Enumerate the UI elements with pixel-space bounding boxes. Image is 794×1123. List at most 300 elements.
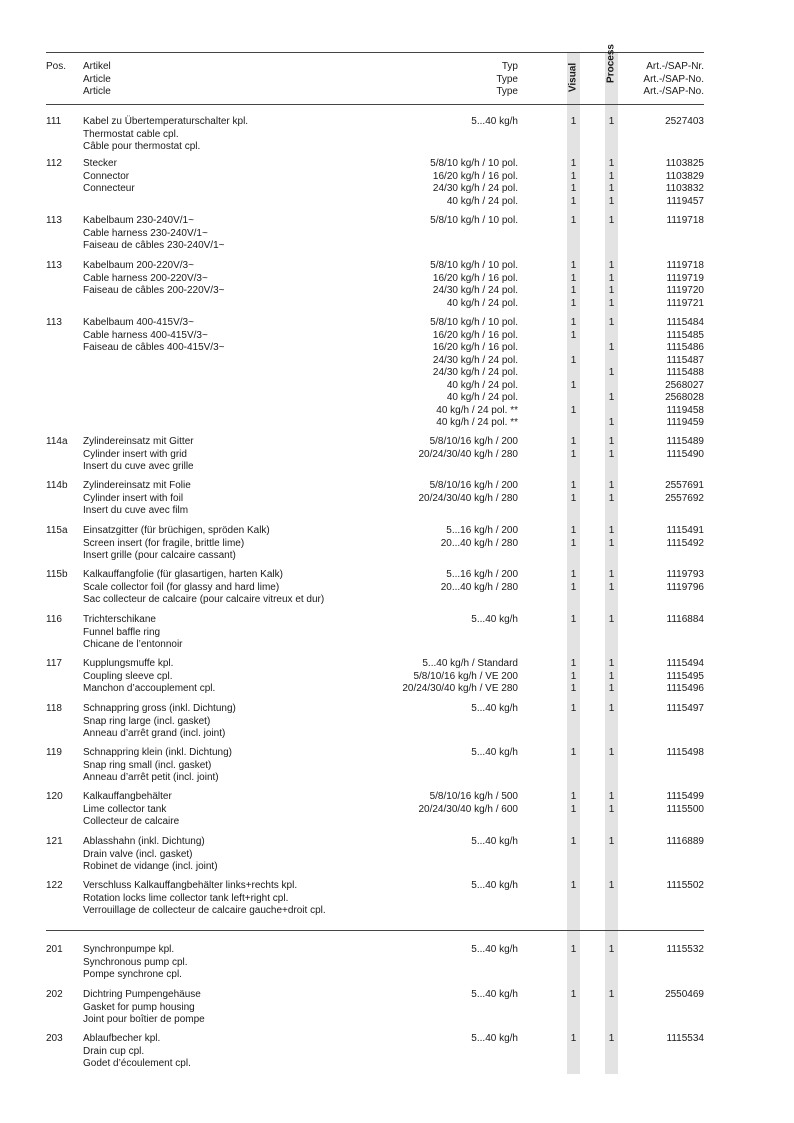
visual-qty: 1 xyxy=(570,581,577,593)
article-name: Kabelbaum 200-220V/3~ xyxy=(83,260,194,271)
article-number: 1115532 xyxy=(666,944,704,955)
article-number: 1115488 xyxy=(666,367,704,378)
article-name: Stecker xyxy=(83,158,117,169)
type-column xyxy=(402,658,518,696)
type-value: 5/8/10 kg/h / 10 pol. xyxy=(430,215,518,226)
type-value: 5...40 kg/h xyxy=(471,989,518,1000)
header-type-de: Typ xyxy=(501,61,518,72)
type-value: 20/24/30/40 kg/h / 280 xyxy=(418,448,518,460)
visual-qty: 1 xyxy=(570,170,577,182)
type-column xyxy=(471,989,518,1002)
article-number: 1119793 xyxy=(666,569,704,580)
process-column xyxy=(605,569,618,594)
article-name: Godet d’écoulement cpl. xyxy=(83,1058,191,1069)
type-value: 20/24/30/40 kg/h / 280 xyxy=(418,492,518,504)
process-column xyxy=(605,658,618,696)
process-column xyxy=(605,525,618,550)
article-number: 1103825 xyxy=(665,158,704,169)
article-number-column xyxy=(667,436,704,461)
visual-qty xyxy=(567,417,580,430)
process-qty: 1 xyxy=(608,116,615,127)
header-type-fr: Type xyxy=(496,86,518,97)
type-value: 5...40 kg/h xyxy=(471,614,518,625)
position-number: 113 xyxy=(46,215,62,226)
process-qty: 1 xyxy=(608,285,615,296)
article-name: Collecteur de calcaire xyxy=(83,816,180,827)
visual-qty: 1 xyxy=(570,614,577,625)
article-names xyxy=(83,614,183,652)
process-qty: 1 xyxy=(608,537,615,549)
article-number-column xyxy=(667,569,704,594)
visual-column xyxy=(567,1033,580,1046)
header-artno-fr: Art.-/SAP-No. xyxy=(643,86,704,97)
position-number: 114a xyxy=(46,436,68,447)
visual-qty: 1 xyxy=(570,670,577,682)
article-name: Chicane de l’entonnoir xyxy=(83,639,183,650)
article-names xyxy=(83,158,135,196)
process-qty: 1 xyxy=(608,703,615,714)
type-value: 24/30 kg/h / 24 pol. xyxy=(432,354,518,366)
type-value: 5/8/10 kg/h / 10 pol. xyxy=(430,260,518,271)
process-qty: 1 xyxy=(608,989,615,1000)
visual-qty: 1 xyxy=(570,569,577,580)
article-number: 1115492 xyxy=(666,537,704,549)
type-column xyxy=(441,569,518,594)
article-number: 1115487 xyxy=(666,354,704,366)
position-number: 112 xyxy=(46,158,62,169)
type-value: 5/8/10 kg/h / 10 pol. xyxy=(430,158,518,169)
process-qty xyxy=(605,330,618,343)
article-name: Synchronpumpe kpl. xyxy=(83,944,175,955)
article-name: Dichtring Pumpengehäuse xyxy=(83,989,201,1000)
article-name: Gasket for pump housing xyxy=(83,1001,195,1013)
type-value: 40 kg/h / 24 pol. ** xyxy=(436,417,518,428)
article-name: Zylindereinsatz mit Gitter xyxy=(83,436,194,447)
visual-qty: 1 xyxy=(570,317,577,328)
article-number: 1116884 xyxy=(666,614,704,625)
type-column xyxy=(471,880,518,893)
type-value: 5...40 kg/h xyxy=(471,747,518,758)
type-value: 5/8/10 kg/h / 10 pol. xyxy=(430,317,518,328)
visual-column xyxy=(567,747,580,760)
type-column xyxy=(471,747,518,760)
visual-qty: 1 xyxy=(570,836,577,847)
article-number: 1115498 xyxy=(666,747,704,758)
article-number: 1115490 xyxy=(666,448,704,460)
article-number: 2527403 xyxy=(665,116,704,127)
process-column xyxy=(605,116,618,129)
visual-qty: 1 xyxy=(570,989,577,1000)
visual-column xyxy=(567,215,580,228)
article-name: Funnel baffle ring xyxy=(83,626,161,638)
article-number: 1119718 xyxy=(666,260,704,271)
article-number-column xyxy=(667,880,704,893)
type-value: 40 kg/h / 24 pol. xyxy=(446,379,518,391)
process-qty: 1 xyxy=(608,448,615,460)
article-names xyxy=(83,791,179,829)
article-name: Scale collector foil (for glassy and hard lime) xyxy=(83,581,280,593)
visual-column xyxy=(567,525,580,550)
position-number: 116 xyxy=(46,614,62,625)
article-name: Cylinder insert with foil xyxy=(83,492,184,504)
article-name: Cable harness 230-240V/1~ xyxy=(83,227,208,239)
article-number: 1115500 xyxy=(666,803,704,815)
type-value: 20...40 kg/h / 280 xyxy=(440,581,518,593)
article-number: 1119457 xyxy=(666,195,704,207)
header-pos: Pos. xyxy=(46,61,67,72)
article-names xyxy=(83,116,248,154)
article-name: Joint pour boîtier de pompe xyxy=(83,1014,205,1025)
article-number: 1115494 xyxy=(666,658,704,669)
article-name: Connector xyxy=(83,170,130,182)
visual-qty: 1 xyxy=(570,703,577,714)
article-name: Anneau d’arrêt petit (incl. joint) xyxy=(83,772,219,783)
article-names xyxy=(83,747,232,785)
article-number-column xyxy=(666,158,704,208)
type-value: 5...40 kg/h xyxy=(471,1033,518,1044)
article-number-column xyxy=(665,317,704,430)
visual-column xyxy=(567,836,580,849)
article-number-column xyxy=(667,215,704,228)
article-name: Drain cup cpl. xyxy=(83,1045,145,1057)
visual-qty: 1 xyxy=(570,158,577,169)
visual-qty: 1 xyxy=(570,436,577,447)
article-number: 1119719 xyxy=(666,272,704,284)
article-number: 2568027 xyxy=(665,379,704,391)
header-article-de: Artikel xyxy=(83,61,111,72)
article-number: 2568028 xyxy=(665,392,704,403)
article-name: Kalkauffangfolie (für glasartigen, harten Kalk) xyxy=(83,569,283,580)
article-names xyxy=(83,525,270,563)
type-value: 24/30 kg/h / 24 pol. xyxy=(432,183,518,194)
article-name: Verrouillage de collecteur de calcaire gauche+droit cpl. xyxy=(83,905,326,916)
article-name: Faiseau de câbles 200-220V/3~ xyxy=(83,285,225,296)
article-name: Cylinder insert with grid xyxy=(83,448,187,460)
position-number: 122 xyxy=(46,880,63,891)
article-names xyxy=(83,880,326,918)
process-qty: 1 xyxy=(608,581,615,593)
type-value: 16/20 kg/h / 16 pol. xyxy=(432,342,518,353)
process-qty: 1 xyxy=(608,836,615,847)
visual-qty: 1 xyxy=(570,525,577,536)
article-names xyxy=(83,989,205,1027)
type-column xyxy=(471,944,518,957)
visual-qty: 1 xyxy=(570,880,577,891)
type-column xyxy=(430,260,518,310)
visual-column xyxy=(567,703,580,716)
process-qty: 1 xyxy=(608,747,615,758)
process-column xyxy=(605,989,618,1002)
article-number: 1115499 xyxy=(666,791,704,802)
process-column xyxy=(605,747,618,760)
visual-column xyxy=(567,569,580,594)
article-name: Ablaufbecher kpl. xyxy=(83,1033,161,1044)
article-name: Schnappring klein (inkl. Dichtung) xyxy=(83,747,232,758)
visual-qty: 1 xyxy=(570,260,577,271)
process-qty: 1 xyxy=(608,880,615,891)
visual-qty: 1 xyxy=(570,404,577,416)
header-artno-de: Art.-/SAP-Nr. xyxy=(646,61,704,72)
visual-column xyxy=(567,480,580,505)
process-qty: 1 xyxy=(608,170,615,182)
visual-qty: 1 xyxy=(570,285,577,296)
type-value: 5/8/10/16 kg/h / 500 xyxy=(429,791,518,802)
article-name: Schnappring gross (inkl. Dichtung) xyxy=(83,703,236,714)
article-name: Snap ring small (incl. gasket) xyxy=(83,759,212,771)
article-number-column xyxy=(665,989,704,1002)
visual-column xyxy=(567,791,580,816)
article-name: Kabelbaum 230-240V/1~ xyxy=(83,215,194,226)
process-qty: 1 xyxy=(608,158,615,169)
visual-qty: 1 xyxy=(570,492,577,504)
article-name: Cable harness 200-220V/3~ xyxy=(83,272,208,284)
process-qty xyxy=(605,355,618,368)
process-qty: 1 xyxy=(608,791,615,802)
article-number-column xyxy=(667,525,704,550)
article-number: 1115497 xyxy=(666,703,704,714)
article-name: Sac collecteur de calcaire (pour calcaire vitreux et dur) xyxy=(83,594,325,605)
article-name: Anneau d’arrêt grand (incl. joint) xyxy=(83,728,226,739)
position-number: 111 xyxy=(46,116,62,127)
article-name: Kupplungsmuffe kpl. xyxy=(83,658,174,669)
position-number: 203 xyxy=(46,1033,63,1044)
type-column xyxy=(430,317,518,430)
type-column xyxy=(471,1033,518,1046)
visual-qty: 1 xyxy=(570,354,577,366)
type-column xyxy=(471,836,518,849)
article-names xyxy=(83,317,225,355)
process-qty: 1 xyxy=(608,195,615,207)
visual-qty xyxy=(567,392,580,405)
process-qty: 1 xyxy=(608,392,615,403)
article-number-column xyxy=(667,791,704,816)
type-value: 5...16 kg/h / 200 xyxy=(446,569,518,580)
article-number-column xyxy=(667,944,704,957)
article-name: Faiseau de câbles 400-415V/3~ xyxy=(83,342,225,353)
process-qty: 1 xyxy=(608,944,615,955)
visual-qty: 1 xyxy=(570,944,577,955)
process-column xyxy=(605,703,618,716)
process-column xyxy=(605,480,618,505)
article-name: Manchon d’accouplement cpl. xyxy=(83,683,216,694)
position-number: 202 xyxy=(46,989,63,1000)
article-number: 1115502 xyxy=(666,880,704,891)
process-column xyxy=(605,791,618,816)
process-column xyxy=(605,614,618,627)
type-column xyxy=(471,614,518,627)
article-name: Kalkauffangbehälter xyxy=(83,791,172,802)
type-value: 20...40 kg/h / 280 xyxy=(440,537,518,549)
type-value: 5...40 kg/h / Standard xyxy=(422,658,518,669)
visual-qty: 1 xyxy=(570,215,577,226)
visual-qty xyxy=(567,342,580,355)
process-qty: 1 xyxy=(608,1033,615,1044)
process-qty: 1 xyxy=(608,614,615,625)
article-name: Ablasshahn (inkl. Dichtung) xyxy=(83,836,205,847)
visual-column xyxy=(567,880,580,893)
article-number: 1119458 xyxy=(666,404,704,416)
type-value: 5/8/10/16 kg/h / VE 200 xyxy=(413,670,518,682)
article-name: Einsatzgitter (für brüchigen, spröden Kalk) xyxy=(83,525,270,536)
process-qty: 1 xyxy=(608,317,615,328)
visual-qty: 1 xyxy=(570,183,577,194)
process-qty: 1 xyxy=(608,803,615,815)
article-number: 1119720 xyxy=(666,285,704,296)
article-number: 1115489 xyxy=(666,436,704,447)
article-name: Cable harness 400-415V/3~ xyxy=(83,329,208,341)
article-name: Trichterschikane xyxy=(83,614,156,625)
article-name: Screen insert (for fragile, brittle lime) xyxy=(83,537,245,549)
article-name: Rotation locks lime collector tank left+right cpl. xyxy=(83,892,289,904)
visual-column xyxy=(567,158,580,208)
type-value: 16/20 kg/h / 16 pol. xyxy=(432,329,518,341)
article-names xyxy=(83,836,218,874)
type-value: 5...40 kg/h xyxy=(471,836,518,847)
visual-qty: 1 xyxy=(570,1033,577,1044)
article-number: 1103832 xyxy=(665,183,704,194)
process-qty: 1 xyxy=(608,260,615,271)
type-value: 20/24/30/40 kg/h / 600 xyxy=(418,803,518,815)
position-number: 115a xyxy=(46,525,68,536)
process-qty: 1 xyxy=(608,417,615,428)
article-number-column xyxy=(667,658,704,696)
article-name: Insert grille (pour calcaire cassant) xyxy=(83,550,236,561)
position-number: 113 xyxy=(46,317,62,328)
process-qty xyxy=(605,405,618,418)
type-value: 40 kg/h / 24 pol. ** xyxy=(436,404,518,416)
article-number: 1119459 xyxy=(666,417,704,428)
type-value: 40 kg/h / 24 pol. xyxy=(446,195,518,207)
article-number: 1116889 xyxy=(666,836,704,847)
visual-qty: 1 xyxy=(570,803,577,815)
article-number-column xyxy=(665,116,704,129)
visual-column xyxy=(567,989,580,1002)
article-number-column xyxy=(667,747,704,760)
type-value: 5...40 kg/h xyxy=(471,703,518,714)
visual-qty: 1 xyxy=(570,658,577,669)
article-number: 2550469 xyxy=(665,989,704,1000)
header-visual: Visual xyxy=(567,62,579,93)
article-name: Coupling sleeve cpl. xyxy=(83,670,173,682)
type-column xyxy=(418,791,518,816)
type-value: 40 kg/h / 24 pol. xyxy=(446,392,518,403)
visual-column xyxy=(567,944,580,957)
type-value: 40 kg/h / 24 pol. xyxy=(446,297,518,309)
article-number: 1115534 xyxy=(666,1033,704,1044)
article-number: 1103829 xyxy=(665,170,704,182)
header-article xyxy=(83,61,111,99)
visual-qty xyxy=(567,367,580,380)
type-value: 20/24/30/40 kg/h / VE 280 xyxy=(402,683,518,694)
article-number: 2557691 xyxy=(665,480,704,491)
type-value: 5...40 kg/h xyxy=(471,880,518,891)
type-column xyxy=(471,703,518,716)
process-column xyxy=(605,836,618,849)
position-number: 113 xyxy=(46,260,62,271)
type-value: 5...40 kg/h xyxy=(471,116,518,127)
type-column xyxy=(418,436,518,461)
process-qty: 1 xyxy=(608,492,615,504)
article-names xyxy=(83,569,324,607)
article-name: Insert du cuve avec film xyxy=(83,505,189,516)
position-number: 118 xyxy=(46,703,62,714)
header-article-en: Article xyxy=(83,73,111,85)
process-column xyxy=(605,158,618,208)
visual-qty: 1 xyxy=(570,683,577,694)
process-qty: 1 xyxy=(608,658,615,669)
article-number: 1115496 xyxy=(666,683,704,694)
article-number-column xyxy=(667,1033,704,1046)
process-column xyxy=(605,260,618,310)
article-names xyxy=(83,658,215,696)
article-names xyxy=(83,215,225,253)
article-number-column xyxy=(665,480,704,505)
position-number: 120 xyxy=(46,791,63,802)
article-name: Thermostat cable cpl. xyxy=(83,128,179,140)
position-number: 117 xyxy=(46,658,62,669)
header-type-en: Type xyxy=(496,73,518,85)
table-header xyxy=(0,44,794,108)
type-value: 5...40 kg/h xyxy=(471,944,518,955)
visual-qty: 1 xyxy=(570,379,577,391)
article-name: Connecteur xyxy=(83,183,135,194)
position-number: 121 xyxy=(46,836,63,847)
article-number: 1115486 xyxy=(666,342,704,353)
visual-qty: 1 xyxy=(570,448,577,460)
visual-qty: 1 xyxy=(570,116,577,127)
article-number: 1119796 xyxy=(666,581,704,593)
article-name: Robinet de vidange (incl. joint) xyxy=(83,861,218,872)
process-column xyxy=(605,880,618,893)
visual-column xyxy=(567,116,580,129)
process-qty: 1 xyxy=(608,183,615,194)
visual-column xyxy=(567,436,580,461)
process-qty: 1 xyxy=(608,342,615,353)
article-number: 1115495 xyxy=(666,670,704,682)
article-number: 1119721 xyxy=(666,297,704,309)
process-qty: 1 xyxy=(608,480,615,491)
article-number-column xyxy=(667,614,704,627)
article-number: 1119718 xyxy=(666,215,704,226)
article-name: Kabelbaum 400-415V/3~ xyxy=(83,317,194,328)
article-names xyxy=(83,260,225,298)
visual-qty: 1 xyxy=(570,272,577,284)
type-column xyxy=(471,116,518,129)
article-number: 1115484 xyxy=(666,317,704,328)
header-art-no xyxy=(643,61,704,99)
type-value: 5/8/10/16 kg/h / 200 xyxy=(429,480,518,491)
section-divider xyxy=(46,930,704,931)
process-qty: 1 xyxy=(608,670,615,682)
position-number: 115b xyxy=(46,569,68,580)
position-number: 114b xyxy=(46,480,68,491)
visual-qty: 1 xyxy=(570,329,577,341)
position-number: 119 xyxy=(46,747,62,758)
article-name: Insert du cuve avec grille xyxy=(83,461,194,472)
article-name: Câble pour thermostat cpl. xyxy=(83,141,201,152)
header-process: Process xyxy=(605,44,617,83)
process-qty: 1 xyxy=(608,367,615,378)
article-name: Faiseau de câbles 230-240V/1~ xyxy=(83,240,225,251)
visual-qty: 1 xyxy=(570,791,577,802)
type-value: 24/30 kg/h / 24 pol. xyxy=(432,367,518,378)
type-column xyxy=(418,480,518,505)
process-qty: 1 xyxy=(608,525,615,536)
process-qty: 1 xyxy=(608,215,615,226)
type-value: 16/20 kg/h / 16 pol. xyxy=(432,170,518,182)
type-column xyxy=(430,158,518,208)
visual-column xyxy=(567,614,580,627)
